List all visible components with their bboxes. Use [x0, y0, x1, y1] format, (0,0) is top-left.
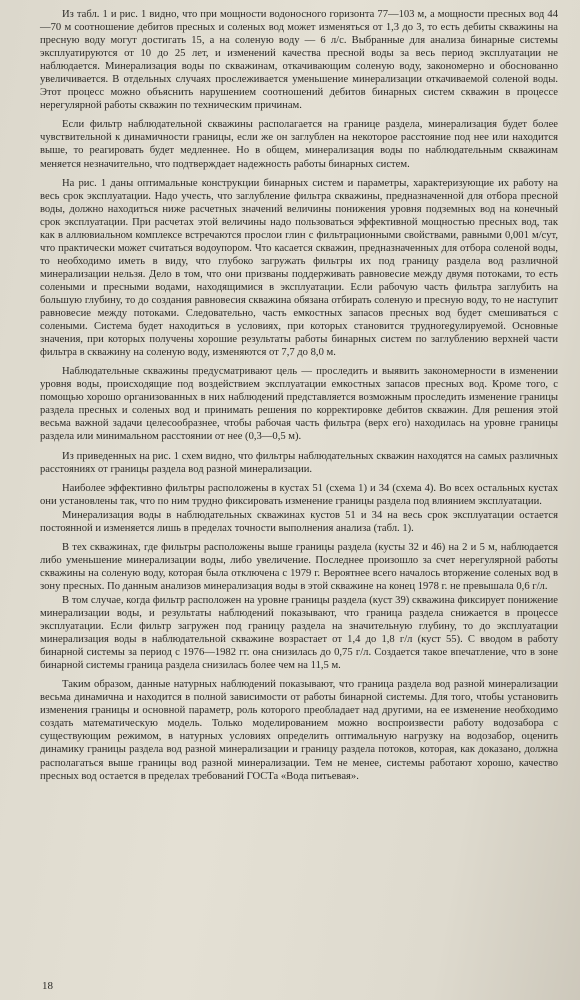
- paragraph-7: Минерализация воды в наблюдательных скважинах кустов 51 и 34 на весь срок эксплуатации остается постоянной и изменяется лишь в пределах точности выполнения анализа (табл. 1).: [40, 509, 558, 534]
- paragraph-6: Наиболее эффективно фильтры расположены в кустах 51 (схема 1) и 34 (схема 4). Во всех остальных кустах они установлены так, что по ним трудно фиксировать изменение границы раздела под влиянием эксплуатации.: [40, 482, 558, 507]
- paragraph-3: На рис. 1 даны оптимальные конструкции бинарных систем и параметры, характеризующие их работу на весь срок эксплуатации. Надо учесть, что заглубление фильтра скважины, предназначенной для отбора пресной воды, должно находиться ниже расчетных значений величины понижения уровня подземных вод на конечный срок эксплуатации. При расчетах этой величины надо пользоваться эффективной мощностью пресных вод, так как в аллювиальном комплексе встречаются прослои глин с фильтрационными свойствами, равными 0,001 м/сут, что практически может считаться водоупором. Что касается скважин, предназначенных для отбора соленой воды, то необходимо иметь в виду, что глубоко загружать фильтры их под границу раздела вод различной минерализации нельзя. Дело в том, что они призваны поддерживать равновесие между двумя потоками, то есть солеными и пресными водами, находящимися в эксплуатации. Если рабочую часть фильтра заглубить на большую глубину, то до создания равновесия скважина обязана отбирать соленую и пресную воду, то не наступит равновесие между потоками. Следовательно, часть емкостных запасов пресных вод будет смешиваться с солеными. Система будет находиться в условиях, при которых становится трудноregулируемой. Основные значения, при которых получены хорошие результаты работы бинарных систем по заглублению верхней части фильтра в скважину на соленую воду, изменяются от 7,7 до 8,0 м.: [40, 177, 558, 359]
- paragraph-1: Из табл. 1 и рис. 1 видно, что при мощности водоносного горизонта 77—103 м, а мощности пресных вод 44—70 м соотношение дебитов пресных и соленых вод может изменяться от 1,3 до 3, то есть дебиты скважины на пресную воду могут достигать 15, а на соленую воду — 6 л/с. Выбранные для анализа бинарные системы эксплуатируются от 10 до 25 лет, и изменений качества пресной воды за весь период эксплуатации не наблюдается. Минерализация воды по скважинам, откачивающим соленую воду, закономерно и обоснованно увеличивается. В отдельных случаях прослеживается уменьшение минерализации откачиваемой соленой воды. Этот процесс можно объяснить нарушением соотношений дебитов бинарных систем скважин в процессе нерегулярной работы скважин по техническим причинам.: [40, 9, 558, 112]
- paragraph-10: Таким образом, данные натурных наблюдений показывают, что граница раздела вод разной минерализации весьма динамична и находится в полной зависимости от работы бинарной системы. Для того, чтобы установить изменения границы и основной параметр, роль которого преобладает над другими, на ее изменение необходимо создать математическую модель. Только моделированием можно воспроизвести работу водозабора с существующим режимом, в натурных условиях определить оптимальную нагрузку на водозабор, оценить динамику границы раздела вод разной минерализации и границу раздела потоков, которая, как доказано, должна располагаться выше границы вод разной минерализации. Тем не менее, системы работают хорошо, качество пресных вод остается в пределах требований ГОСТа «Вода питьевая».: [40, 679, 558, 782]
- paragraph-9: В том случае, когда фильтр расположен на уровне границы раздела (куст 39) скважина фиксирует понижение минерализации воды, и результаты наблюдений показывают, что граница раздела снижается в процессе эксплуатации. Если фильтр загружен под границу раздела на значительную глубину, то до эксплуатации минерализация воды в наблюдательной скважине возрастает от 1,4 до 1,8 г/л (куст 55). С вводом в работу бинарной системы за период с 1976—1982 гг. она снизилась до 0,75 г/л. Создается такое впечатление, что в зоне бинарной системы граница раздела снизилась более чем на 11,5 м.: [40, 594, 558, 672]
- paragraph-2: Если фильтр наблюдательной скважины располагается на границе раздела, минерализация будет более чувствительной к динамичности границы, если же он заглублен на некоторое расстояние под нее или находится выше, то реагировать будет медленнее. Но в общем, минерализация воды по наблюдательным скважинам меняется незначительно, что подтверждает надежность работы бинарных систем.: [40, 119, 558, 170]
- paragraph-5: Из приведенных на рис. 1 схем видно, что фильтры наблюдательных скважин находятся на самых различных расстояниях от границы раздела вод разной минерализации.: [40, 450, 558, 475]
- paragraph-8: В тех скважинах, где фильтры расположены выше границы раздела (кусты 32 и 46) на 2 и 5 м, наблюдается либо уменьшение минерализации воды, либо увеличение. Последнее произошло за счет нерегулярной работы скважины на соленую воду, которая была отключена с 1979 г. Вероятнее всего началось вторжение соленых вод в зону пресных. По данным анализов минерализация воды в этой скважине на конец 1978 г. не превышала 0,6 г/л.: [40, 541, 558, 592]
- paragraph-4: Наблюдательные скважины предусматривают цель — проследить и выявить закономерности в изменении уровня воды, происходящие под воздействием эксплуатации емкостных запасов пресных вод. Кроме того, с помощью хорошо организованных в них наблюдений представляется возможным проследить изменение границы раздела пресных и соленых вод и принимать решения по корректировке дебитов скважин. Для решения этой весьма важной задачи целесообразнее, чтобы рабочая часть фильтра (верх его) находилась на уровне границы раздела или минимальном расстоянии от нее (0,3—0,5 м).: [40, 366, 558, 443]
- page-number: 18: [42, 980, 53, 992]
